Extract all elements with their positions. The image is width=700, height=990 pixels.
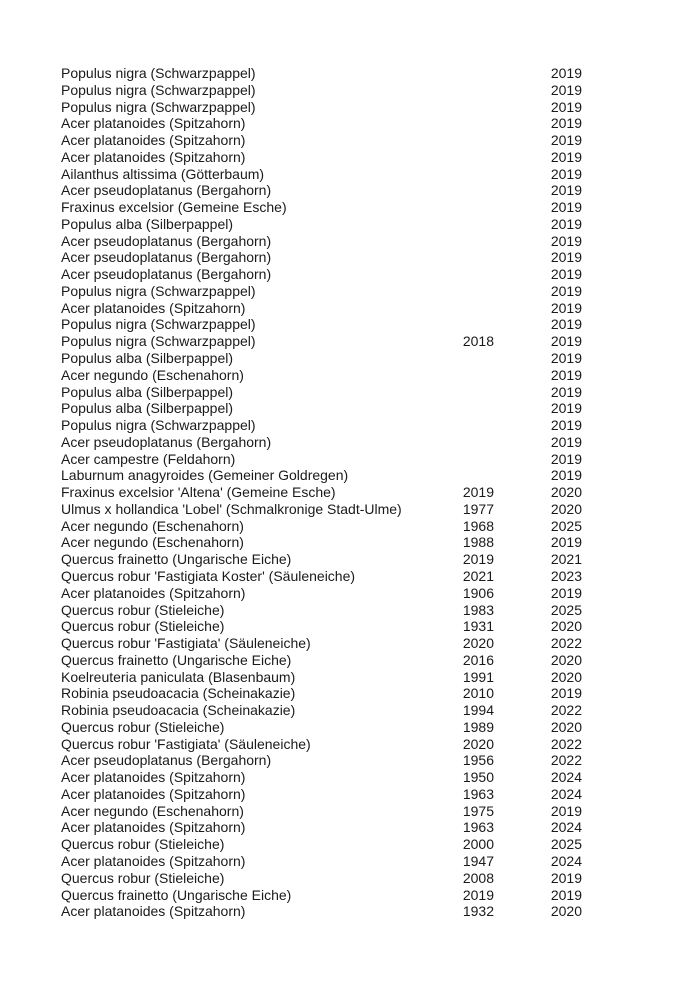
species-name-cell: Quercus robur 'Fastigiata Koster' (Säuleneiche) xyxy=(61,567,356,584)
year-cell-middle: 2019 xyxy=(462,886,494,903)
year-cell-right: 2019 xyxy=(550,98,582,115)
year-cell-right: 2019 xyxy=(550,249,582,266)
species-name-cell: Fraxinus excelsior (Gemeine Esche) xyxy=(61,199,287,216)
year-cell-right: 2019 xyxy=(550,685,582,702)
species-name-cell: Acer pseudoplatanus (Bergahorn) xyxy=(61,266,272,283)
year-cell-middle xyxy=(434,249,494,266)
year-cell-middle: 2018 xyxy=(462,333,494,350)
year-cell-middle xyxy=(434,166,494,183)
year-cell-middle xyxy=(434,115,494,132)
species-name-cell: Quercus frainetto (Ungarische Eiche) xyxy=(61,651,292,668)
year-cell-right: 2019 xyxy=(550,182,582,199)
year-cell-middle xyxy=(434,467,494,484)
table-row xyxy=(61,233,582,250)
year-cell-middle xyxy=(434,367,494,384)
species-name-cell: Quercus frainetto (Ungarische Eiche) xyxy=(61,551,292,568)
year-cell-middle: 1956 xyxy=(462,752,494,769)
year-cell-middle xyxy=(434,132,494,149)
year-cell-right: 2020 xyxy=(550,668,582,685)
year-cell-right: 2019 xyxy=(550,886,582,903)
year-cell-right: 2024 xyxy=(550,819,582,836)
year-cell-right: 2020 xyxy=(550,718,582,735)
species-name-cell: Fraxinus excelsior 'Altena' (Gemeine Esche) xyxy=(61,484,336,501)
table-row xyxy=(61,400,582,417)
species-name-cell: Populus alba (Silberpappel) xyxy=(61,383,233,400)
year-cell-middle xyxy=(434,283,494,300)
table-row xyxy=(61,434,582,451)
species-name-cell: Populus nigra (Schwarzpappel) xyxy=(61,81,256,98)
year-cell-middle: 2016 xyxy=(462,651,494,668)
table-row xyxy=(61,249,582,266)
species-name-cell: Populus alba (Silberpappel) xyxy=(61,400,233,417)
species-name-cell: Koelreuteria paniculata (Blasenbaum) xyxy=(61,668,296,685)
table-row xyxy=(61,635,582,652)
species-name-cell: Acer platanoides (Spitzahorn) xyxy=(61,299,246,316)
species-name-cell: Acer pseudoplatanus (Bergahorn) xyxy=(61,182,272,199)
species-name-cell: Quercus frainetto (Ungarische Eiche) xyxy=(61,886,292,903)
year-cell-right: 2021 xyxy=(550,551,582,568)
species-name-cell: Acer platanoides (Spitzahorn) xyxy=(61,132,246,149)
year-cell-right: 2019 xyxy=(550,433,582,450)
year-cell-middle xyxy=(434,233,494,250)
table-row xyxy=(61,350,582,367)
year-cell-middle: 2021 xyxy=(462,567,494,584)
year-cell-middle xyxy=(434,149,494,166)
year-cell-middle xyxy=(434,182,494,199)
table-row xyxy=(61,618,582,635)
year-cell-middle: 1932 xyxy=(462,903,494,920)
year-cell-right: 2019 xyxy=(550,584,582,601)
species-name-cell: Quercus robur (Stieleiche) xyxy=(61,618,225,635)
year-cell-middle xyxy=(434,216,494,233)
table-row xyxy=(61,903,582,920)
table-row xyxy=(61,719,582,736)
table-row xyxy=(61,266,582,283)
species-name-cell: Quercus robur 'Fastigiata' (Säuleneiche) xyxy=(61,735,311,752)
year-cell-right: 2024 xyxy=(550,769,582,786)
species-name-cell: Robinia pseudoacacia (Scheinakazie) xyxy=(61,702,296,719)
year-cell-right: 2019 xyxy=(550,869,582,886)
table-row xyxy=(61,132,582,149)
year-cell-middle: 1988 xyxy=(462,534,494,551)
year-cell-middle: 2020 xyxy=(462,635,494,652)
table-row xyxy=(61,199,582,216)
year-cell-right: 2019 xyxy=(550,215,582,232)
table-row xyxy=(61,333,582,350)
species-name-cell: Populus nigra (Schwarzpappel) xyxy=(61,282,256,299)
year-cell-right: 2025 xyxy=(550,517,582,534)
table-row xyxy=(61,769,582,786)
table-row xyxy=(61,300,582,317)
table-row xyxy=(61,585,582,602)
species-name-cell: Acer negundo (Eschenahorn) xyxy=(61,802,244,819)
year-cell-right: 2022 xyxy=(550,735,582,752)
year-cell-right: 2019 xyxy=(550,450,582,467)
species-name-cell: Ailanthus altissima (Götterbaum) xyxy=(61,165,265,182)
year-cell-middle xyxy=(434,350,494,367)
year-cell-middle xyxy=(434,417,494,434)
year-cell-right: 2019 xyxy=(550,467,582,484)
year-cell-right: 2020 xyxy=(550,651,582,668)
year-cell-middle: 1931 xyxy=(462,618,494,635)
tree-species-table xyxy=(61,65,582,920)
year-cell-middle xyxy=(434,384,494,401)
year-cell-right: 2024 xyxy=(550,785,582,802)
year-cell-middle: 1963 xyxy=(462,785,494,802)
table-row xyxy=(61,451,582,468)
year-cell-right: 2019 xyxy=(550,417,582,434)
species-name-cell: Populus nigra (Schwarzpappel) xyxy=(61,417,256,434)
table-row xyxy=(61,149,582,166)
species-name-cell: Quercus robur (Stieleiche) xyxy=(61,836,225,853)
year-cell-right: 2022 xyxy=(550,702,582,719)
table-row xyxy=(61,803,582,820)
table-row xyxy=(61,568,582,585)
table-row xyxy=(61,82,582,99)
year-cell-middle xyxy=(434,65,494,82)
year-cell-right: 2024 xyxy=(550,852,582,869)
table-row xyxy=(61,836,582,853)
species-name-cell: Acer negundo (Eschenahorn) xyxy=(61,517,244,534)
year-cell-right: 2019 xyxy=(550,132,582,149)
year-cell-right: 2022 xyxy=(550,752,582,769)
year-cell-right: 2019 xyxy=(550,400,582,417)
year-cell-right: 2019 xyxy=(550,232,582,249)
table-row xyxy=(61,316,582,333)
table-row xyxy=(61,417,582,434)
year-cell-middle xyxy=(434,451,494,468)
year-cell-right: 2020 xyxy=(550,618,582,635)
year-cell-middle: 2008 xyxy=(462,869,494,886)
species-name-cell: Quercus robur (Stieleiche) xyxy=(61,601,225,618)
species-name-cell: Quercus robur (Stieleiche) xyxy=(61,718,225,735)
species-name-cell: Robinia pseudoacacia (Scheinakazie) xyxy=(61,685,296,702)
year-cell-middle xyxy=(434,199,494,216)
species-name-cell: Acer pseudoplatanus (Bergahorn) xyxy=(61,752,272,769)
table-row xyxy=(61,534,582,551)
table-row xyxy=(61,65,582,82)
table-row xyxy=(61,501,582,518)
year-cell-middle: 2019 xyxy=(462,551,494,568)
species-name-cell: Acer platanoides (Spitzahorn) xyxy=(61,115,246,132)
species-name-cell: Acer platanoides (Spitzahorn) xyxy=(61,903,246,920)
year-cell-middle: 1977 xyxy=(462,500,494,517)
table-row xyxy=(61,99,582,116)
table-row xyxy=(61,484,582,501)
species-name-cell: Acer platanoides (Spitzahorn) xyxy=(61,852,246,869)
species-name-cell: Populus alba (Silberpappel) xyxy=(61,215,233,232)
table-row xyxy=(61,551,582,568)
year-cell-middle xyxy=(434,400,494,417)
table-row xyxy=(61,819,582,836)
table-row xyxy=(61,182,582,199)
species-name-cell: Acer platanoides (Spitzahorn) xyxy=(61,785,246,802)
table-row xyxy=(61,870,582,887)
table-row xyxy=(61,887,582,904)
table-row xyxy=(61,166,582,183)
species-name-cell: Laburnum anagyroides (Gemeiner Goldregen) xyxy=(61,467,349,484)
year-cell-middle: 1950 xyxy=(462,769,494,786)
year-cell-middle: 2010 xyxy=(462,685,494,702)
year-cell-right: 2020 xyxy=(550,500,582,517)
table-row xyxy=(61,518,582,535)
species-name-cell: Acer platanoides (Spitzahorn) xyxy=(61,769,246,786)
species-name-cell: Acer pseudoplatanus (Bergahorn) xyxy=(61,249,272,266)
species-name-cell: Acer campestre (Feldahorn) xyxy=(61,450,236,467)
year-cell-right: 2020 xyxy=(550,484,582,501)
table-row xyxy=(61,752,582,769)
year-cell-middle: 1975 xyxy=(462,802,494,819)
year-cell-middle xyxy=(434,99,494,116)
species-name-cell: Acer platanoides (Spitzahorn) xyxy=(61,819,246,836)
table-row xyxy=(61,602,582,619)
year-cell-middle xyxy=(434,434,494,451)
year-cell-middle: 1994 xyxy=(462,702,494,719)
year-cell-right: 2019 xyxy=(550,165,582,182)
table-row xyxy=(61,384,582,401)
year-cell-middle: 2020 xyxy=(462,735,494,752)
species-name-cell: Populus nigra (Schwarzpappel) xyxy=(61,316,256,333)
year-cell-right: 2019 xyxy=(550,316,582,333)
year-cell-right: 2019 xyxy=(550,299,582,316)
year-cell-right: 2019 xyxy=(550,350,582,367)
table-row xyxy=(61,283,582,300)
year-cell-right: 2025 xyxy=(550,836,582,853)
year-cell-middle: 1963 xyxy=(462,819,494,836)
year-cell-right: 2019 xyxy=(550,199,582,216)
species-name-cell: Ulmus x hollandica 'Lobel' (Schmalkronige Stadt-Ulme) xyxy=(61,500,402,517)
species-name-cell: Quercus robur (Stieleiche) xyxy=(61,869,225,886)
table-row xyxy=(61,702,582,719)
year-cell-right: 2019 xyxy=(550,802,582,819)
year-cell-middle: 1968 xyxy=(462,517,494,534)
year-cell-right: 2019 xyxy=(550,148,582,165)
year-cell-middle: 2019 xyxy=(462,484,494,501)
year-cell-middle xyxy=(434,82,494,99)
year-cell-middle: 1989 xyxy=(462,718,494,735)
table-row xyxy=(61,652,582,669)
table-row xyxy=(61,216,582,233)
year-cell-right: 2019 xyxy=(550,366,582,383)
table-row xyxy=(61,367,582,384)
year-cell-right: 2019 xyxy=(550,65,582,81)
year-cell-right: 2019 xyxy=(550,534,582,551)
year-cell-middle: 1983 xyxy=(462,601,494,618)
species-name-cell: Quercus robur 'Fastigiata' (Säuleneiche) xyxy=(61,635,311,652)
year-cell-middle: 1947 xyxy=(462,852,494,869)
species-name-cell: Acer platanoides (Spitzahorn) xyxy=(61,148,246,165)
species-name-cell: Acer negundo (Eschenahorn) xyxy=(61,534,244,551)
table-row xyxy=(61,669,582,686)
year-cell-right: 2020 xyxy=(550,903,582,920)
table-row xyxy=(61,853,582,870)
year-cell-right: 2019 xyxy=(550,115,582,132)
species-name-cell: Acer pseudoplatanus (Bergahorn) xyxy=(61,433,272,450)
species-name-cell: Populus nigra (Schwarzpappel) xyxy=(61,98,256,115)
year-cell-right: 2022 xyxy=(550,635,582,652)
table-row xyxy=(61,786,582,803)
year-cell-middle xyxy=(434,316,494,333)
year-cell-middle: 1906 xyxy=(462,584,494,601)
year-cell-middle xyxy=(434,300,494,317)
species-name-cell: Acer platanoides (Spitzahorn) xyxy=(61,584,246,601)
year-cell-right: 2023 xyxy=(550,567,582,584)
table-row xyxy=(61,685,582,702)
year-cell-right: 2019 xyxy=(550,383,582,400)
year-cell-right: 2019 xyxy=(550,282,582,299)
year-cell-middle xyxy=(434,266,494,283)
year-cell-right: 2019 xyxy=(550,333,582,350)
species-name-cell: Populus alba (Silberpappel) xyxy=(61,350,233,367)
species-name-cell: Populus nigra (Schwarzpappel) xyxy=(61,65,256,81)
species-name-cell: Acer negundo (Eschenahorn) xyxy=(61,366,244,383)
year-cell-right: 2025 xyxy=(550,601,582,618)
species-name-cell: Populus nigra (Schwarzpappel) xyxy=(61,333,256,350)
year-cell-middle: 1991 xyxy=(462,668,494,685)
table-row xyxy=(61,736,582,753)
species-name-cell: Acer pseudoplatanus (Bergahorn) xyxy=(61,232,272,249)
year-cell-middle: 2000 xyxy=(462,836,494,853)
table-row xyxy=(61,115,582,132)
table-row xyxy=(61,467,582,484)
year-cell-right: 2019 xyxy=(550,81,582,98)
year-cell-right: 2019 xyxy=(550,266,582,283)
